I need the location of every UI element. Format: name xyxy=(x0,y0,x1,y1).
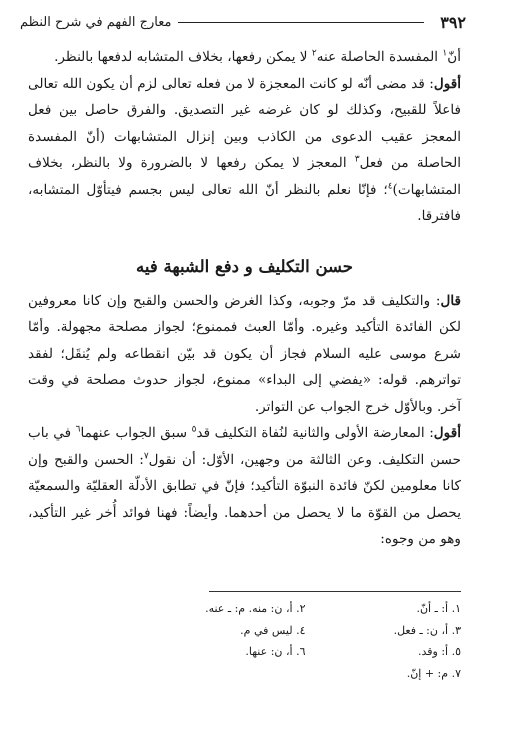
footnotes xyxy=(150,598,461,684)
footnote-ref-2: ٢ xyxy=(311,48,317,59)
footnote-ref-1: ١ xyxy=(442,48,448,59)
footnote-3: ٣. أ، ن: ـ فعل. xyxy=(393,623,461,637)
footnote-6: ٦. أ، ن: عنها. xyxy=(245,645,306,658)
page-number: ٣٩٢ xyxy=(440,12,466,32)
p1-text-b: المفسدة الحاصلة عنه xyxy=(316,49,443,65)
paragraph-3 xyxy=(28,288,461,421)
paragraph-4 xyxy=(28,420,461,553)
p2-text-c: ؛ فإنّا نعلم بالنظر أنّ الله تعالى ليس بجسم فيتأوّل المتشابه، فافترقا. xyxy=(28,181,461,224)
p2-text-b: المعجز لا يمكن رفعها لا بالضرورة ولا بالنظر، بخلاف المتشابهات) xyxy=(28,155,461,198)
footnote-divider xyxy=(209,591,461,592)
footnote-7: ٧. م: + إنّ. xyxy=(406,666,461,680)
footnote-4: ٤. ليس في م. xyxy=(240,623,306,637)
lead-word-aqul-2: أقول xyxy=(433,425,461,441)
lead-word-qal: قال xyxy=(440,292,461,309)
p4-text-a: : المعارضة الأولى والثانية لنُفاة التكليف قد xyxy=(196,425,434,441)
p2-text-a: : قد مضى أنّه لو كانت المعجزة لا من فعله تعالى لزم أن يكون الله تعالى فاعلاً للقبيح، وكذلك لو كان غرضه غير التصديق. والفرق حاصل بين فعل المعجز عقيب الدعوى من الكاذب وبين إنزال المتشابهات (أنّ المفسدة الحاصلة من فعل xyxy=(28,75,461,171)
footnote-5: ٥. أ: وقد. xyxy=(417,645,461,658)
p4-text-d: : الحسن والقبح وإن كانا معلومين لكنّ فائدة النبوّة التأكيد؛ فإنّ في تطابق الأدلّة العقليّة والسمعيّة يحصل من القوّة ما لا يحصل من أحدهما. وأيضاً: فهنا فوائد أُخر غير التأكيد، وهو من وجوه: xyxy=(28,451,461,547)
footnote-ref-4: ٤ xyxy=(387,180,393,191)
footnote-ref-7: ٧ xyxy=(143,450,149,461)
main-text xyxy=(28,44,461,553)
footnote-ref-6: ٦ xyxy=(75,424,81,435)
footnote-ref-3: ٣ xyxy=(354,154,360,165)
p1-text-a: أنّ xyxy=(447,49,461,65)
p1-text-c: لا يمكن رفعها، بخلاف المتشابه لدفعها بالنظر. xyxy=(54,49,312,65)
footnote-ref-5: ٥ xyxy=(191,424,197,435)
p4-text-b: سبق الجواب عنهما xyxy=(80,425,192,441)
footnote-2: ٢. أ، ن: منه. م: ـ عنه. xyxy=(205,602,306,615)
paragraph-2 xyxy=(28,71,461,230)
header-rule xyxy=(178,22,425,23)
p4-text-c: في باب حسن التكليف. وعن الثالثة من وجهين، الأوّل: أن نقول xyxy=(28,425,461,468)
paragraph-1 xyxy=(28,44,461,71)
page-header xyxy=(20,8,466,36)
footnote-1: ١. أ: ـ أنّ. xyxy=(416,602,461,615)
lead-word-aqul: أقول xyxy=(433,75,461,92)
p3-text: : والتكليف قد مرّ وجوبه، وكذا الغرض والحسن والقبح وإن كانا معروفين لكن الفائدة التأكيد وغيره. وأمّا العبث فممنوع؛ لجواز مصلحة مجهولة. وأمّا شرع موسى عليه السلام فجاز أن يكون قد بيّن انقطاعه ولم يُنقَل؛ لفقد تواترهم. قوله: «يفضي إلى البداء» ممنوع، لجواز حدوث مصلحة في وقت آخر. وبالأوّل خرج الجواب عن التواتر. xyxy=(28,292,461,415)
section-heading: حسن التكليف و دفع الشبهة فيه xyxy=(136,256,353,276)
running-title: معارج الفهم في شرح النظم xyxy=(20,14,172,30)
